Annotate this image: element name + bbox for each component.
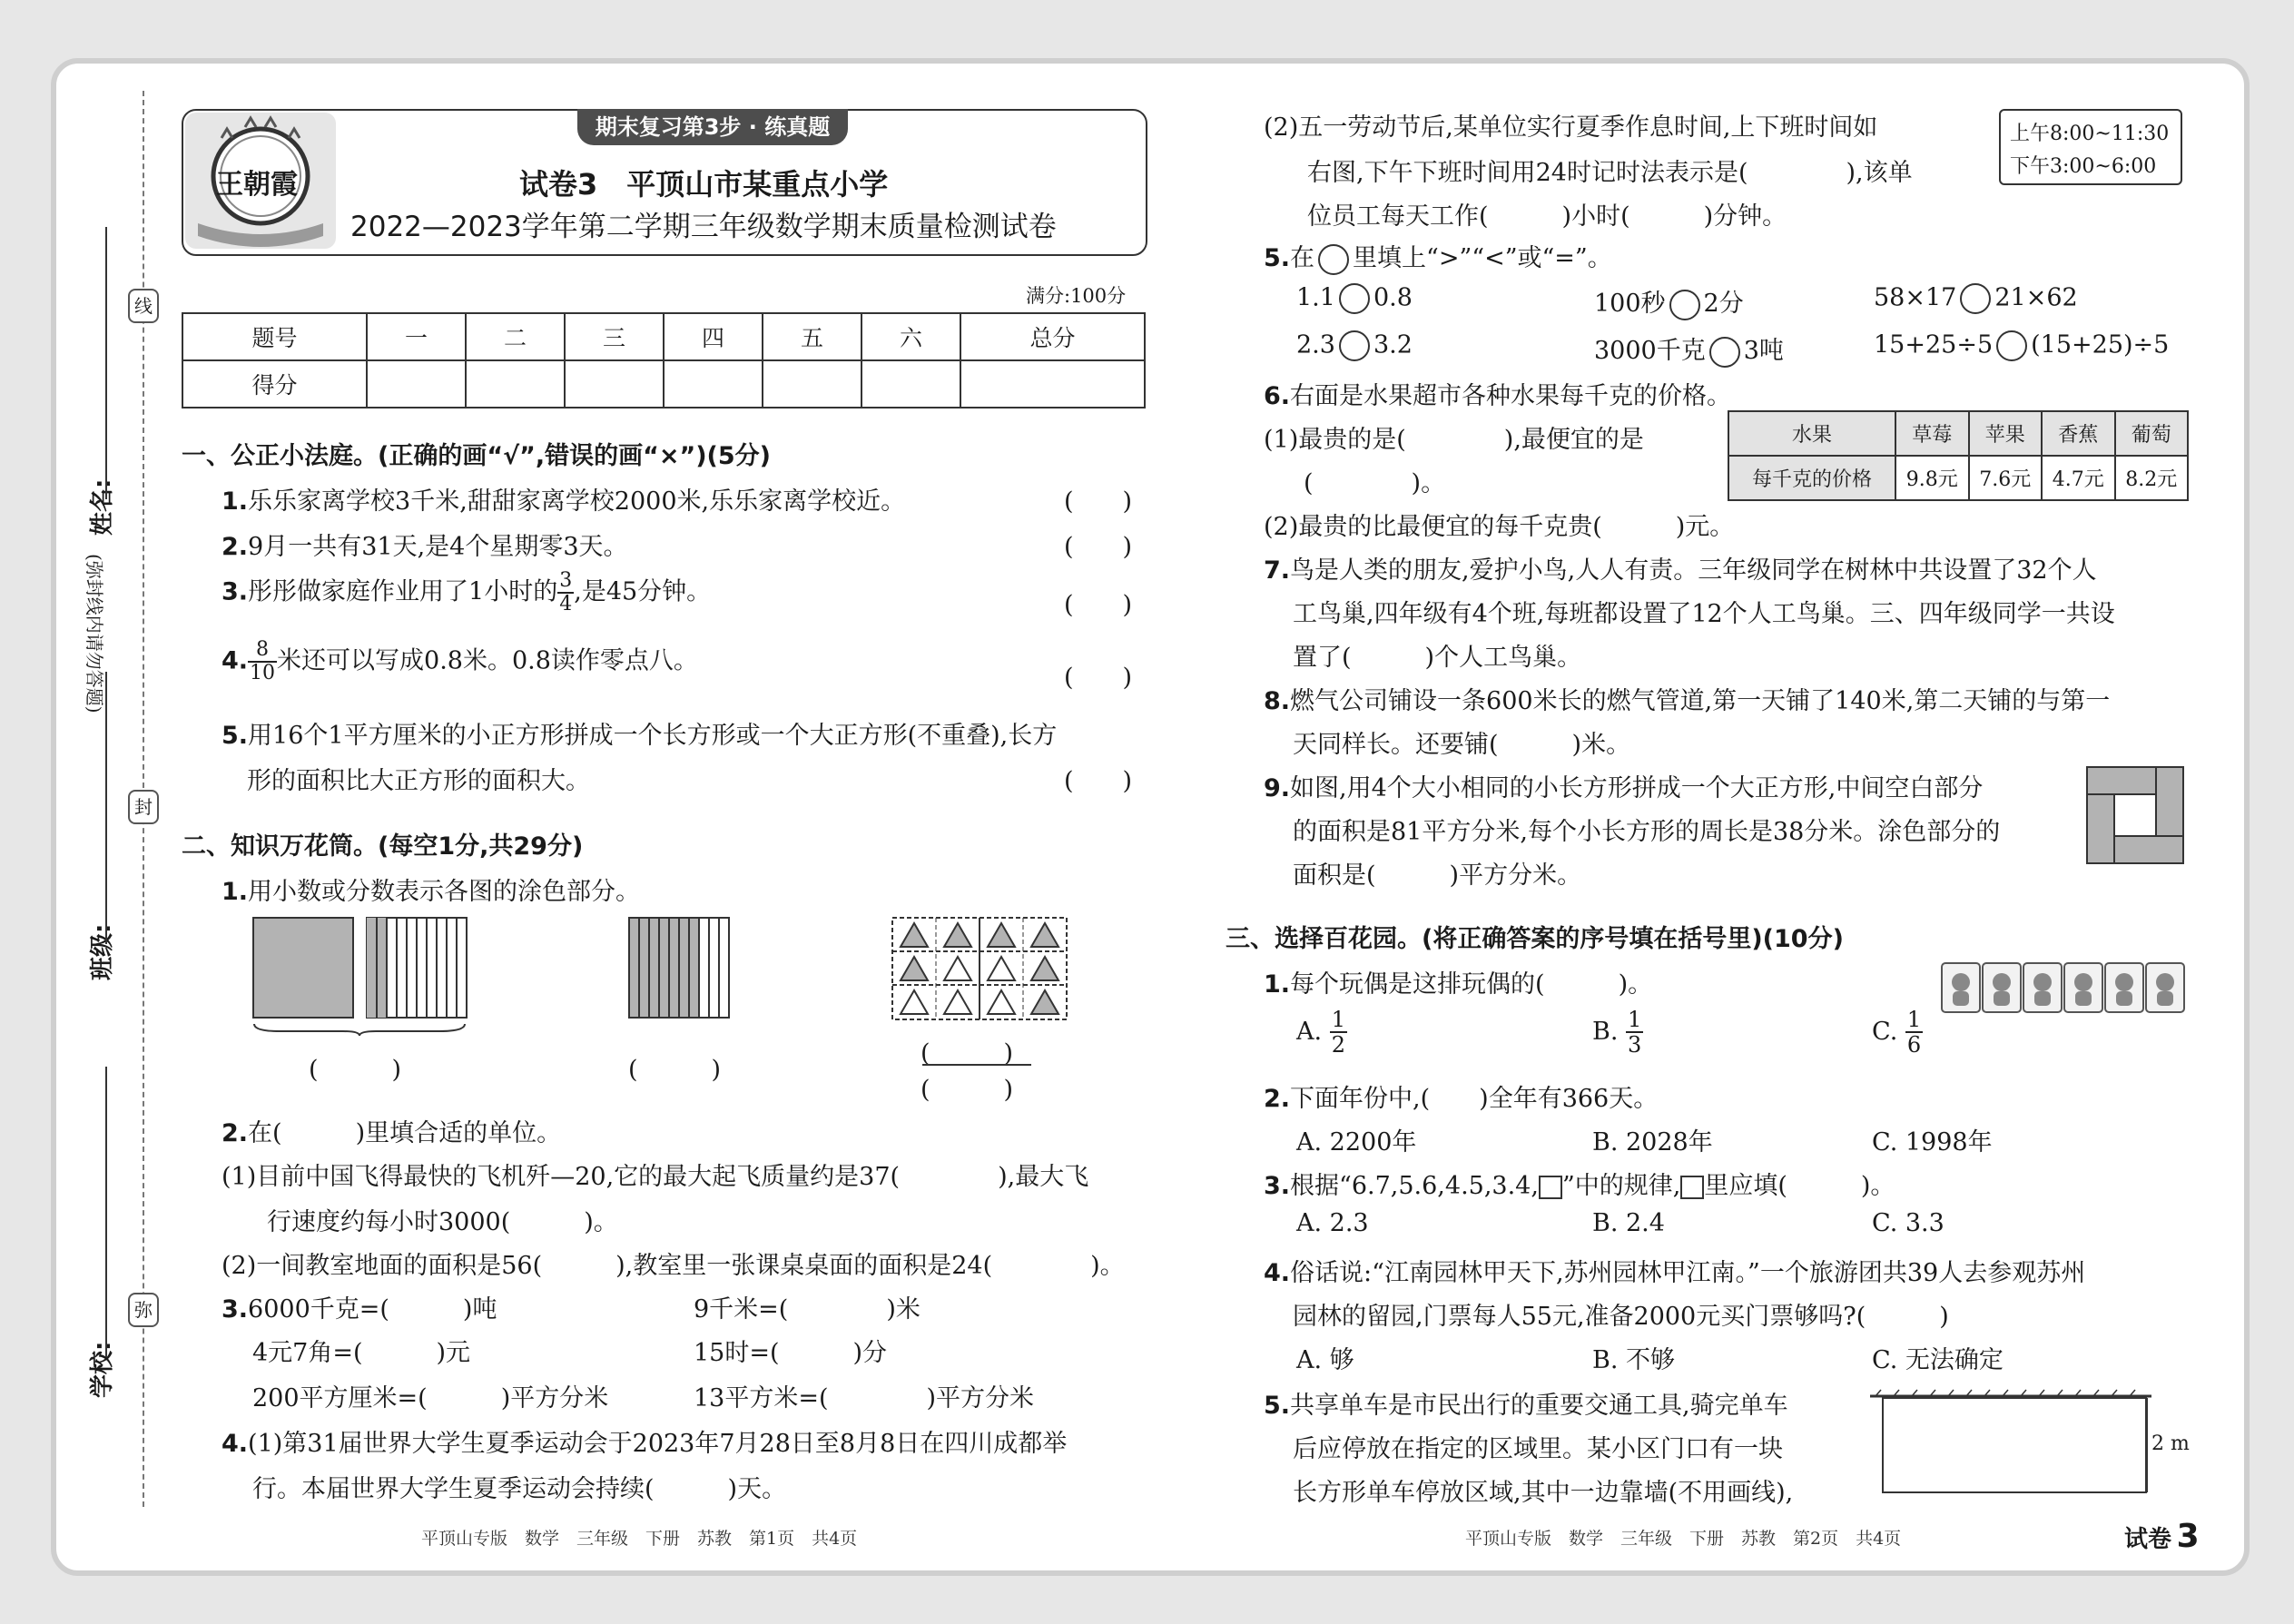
fruit-header: 草莓 xyxy=(1895,411,1969,456)
score-cell[interactable] xyxy=(664,360,763,408)
r-q5: 5.在 里填上“>”“<”或“=”。 xyxy=(1264,238,1612,275)
r-s3-q4-a: 4.俗话说:“江南园林甲天下,苏州园林甲江南。”一个旅游团共39人去参观苏州 xyxy=(1264,1259,2086,1287)
score-cell[interactable] xyxy=(565,360,664,408)
binding-mi: 弥 xyxy=(128,1293,159,1327)
compare-circle-icon xyxy=(1318,244,1349,275)
compare-item-2: 100秒 2分 xyxy=(1594,283,1744,320)
fruit-header: 香蕉 xyxy=(2042,411,2115,456)
r-s3-q3-opt-a[interactable]: A. 2.3 xyxy=(1296,1209,1369,1237)
compare-circle[interactable] xyxy=(1709,337,1740,368)
section2-title: 二、知识万花筒。(每空1分,共29分) xyxy=(182,832,584,861)
r-q4p2-b: 右图,下午下班时间用24时记时法表示是( ),该单 xyxy=(1307,159,1913,187)
compare-item-5: 3000千克 3吨 xyxy=(1594,330,1784,368)
fruit-price: 4.7元 xyxy=(2042,456,2115,500)
schedule-time-2: 下午3:00~6:00 xyxy=(2010,155,2157,178)
score-header: 三 xyxy=(565,313,664,360)
r-s3-q1-opt-b[interactable]: B. $\frac{1}{3}$ xyxy=(1592,1007,1642,1058)
step-banner: 期末复习第3步 · 练真题 xyxy=(577,109,848,145)
r-q7-c: 置了( )个人工鸟巢。 xyxy=(1293,644,1582,672)
figure2-blank[interactable]: ( ) xyxy=(628,1056,722,1084)
s1-item-4: 4. $\frac{8}{10}$ 米还可以写成0.8米。0.8读作零点八。 xyxy=(222,638,698,685)
score-header: 一 xyxy=(367,313,466,360)
pinwheel-figure xyxy=(2086,766,2190,873)
r-q4p2-a: (2)五一劳动节后,某单位实行夏季作息时间,上下班时间如 xyxy=(1264,113,1878,142)
s2-q2-p1b: 行速度约每小时3000( )。 xyxy=(267,1208,618,1236)
s1-bracket-3[interactable]: ( ) xyxy=(1064,591,1133,619)
s1-item-2: 2.9月一共有31天,是4个星期零3天。 xyxy=(222,533,628,561)
figure-triangles xyxy=(891,917,1069,1026)
s1-item-5-cont: 形的面积比大正方形的面积大。 xyxy=(247,767,590,795)
r-s3-q5-c: 长方形单车停放区域,其中一边靠墙(不用画线), xyxy=(1293,1479,1794,1507)
score-cell[interactable] xyxy=(861,360,960,408)
compare-circle[interactable] xyxy=(1339,283,1370,314)
r-s3-q1-opt-c[interactable]: C. $\frac{1}{6}$ xyxy=(1872,1007,1922,1058)
r-q6-p1b: ( )。 xyxy=(1304,469,1446,497)
s2-q2: 2.在( )里填合适的单位。 xyxy=(222,1119,562,1147)
full-score: 满分:100分 xyxy=(1026,285,1127,307)
s2-q1: 1.用小数或分数表示各图的涂色部分。 xyxy=(222,878,641,906)
dimension-line xyxy=(2146,1398,2148,1492)
score-header: 六 xyxy=(861,313,960,360)
score-header: 总分 xyxy=(960,313,1145,360)
s2-q4-b: 行。本届世界大学生夏季运动会持续( )天。 xyxy=(252,1475,787,1503)
s2-q3-c: 4元7角=( )元 xyxy=(252,1339,471,1367)
s1-item-3: 3.彤彤做家庭作业用了1小时的 $\frac{3}{4}$ ,是45分钟。 xyxy=(222,569,712,616)
r-s3-q3-opt-b[interactable]: B. 2.4 xyxy=(1592,1209,1665,1237)
fruit-price-table xyxy=(1728,410,2189,501)
score-cell[interactable] xyxy=(466,360,565,408)
r-q9-a: 9.如图,用4个大小相同的小长方形拼成一个大正方形,中间空白部分 xyxy=(1264,774,1984,802)
r-s3-q2: 2.下面年份中,( )全年有366天。 xyxy=(1264,1085,1659,1113)
r-q7-a: 7.鸟是人类的朋友,爱护小鸟,人人有责。三年级同学在树林中共设置了32个人 xyxy=(1264,556,2097,585)
r-s3-q2-opt-b[interactable]: B. 2028年 xyxy=(1592,1128,1713,1156)
compare-item-4: 2.3 3.2 xyxy=(1296,330,1413,361)
r-q6-p2: (2)最贵的比最便宜的每千克贵( )元。 xyxy=(1264,513,1735,541)
fruit-header: 苹果 xyxy=(1969,411,2043,456)
s2-q3-f: 13平方米=( )平方分米 xyxy=(694,1384,1035,1412)
s2-q3-d: 15时=( )分 xyxy=(694,1339,888,1367)
binding-notice: (弥封线内请勿答题) xyxy=(84,554,105,714)
compare-item-3: 58×17 21×62 xyxy=(1874,283,2078,314)
r-s3-q2-opt-a[interactable]: A. 2200年 xyxy=(1296,1128,1417,1156)
fruit-price: 7.6元 xyxy=(1969,456,2043,500)
score-header: 题号 xyxy=(182,313,367,360)
section1-title: 一、公正小法庭。(正确的画“√”,错误的画“×”)(5分) xyxy=(182,442,772,470)
r-s3-q4-opt-c[interactable]: C. 无法确定 xyxy=(1872,1346,2004,1374)
schedule-time-1: 上午8:00~11:30 xyxy=(2010,123,2170,145)
figure-strips xyxy=(628,917,733,1024)
score-cell[interactable] xyxy=(960,360,1145,408)
score-header: 四 xyxy=(664,313,763,360)
r-s3-q3: 3.根据“6.7,5.6,4.5,3.4, ”中的规律, 里应填( )。 xyxy=(1264,1172,1895,1200)
score-cell[interactable] xyxy=(367,360,466,408)
s2-q3-a: 3.6000千克=( )吨 xyxy=(222,1295,497,1324)
score-header: 五 xyxy=(763,313,861,360)
fruit-price: 9.8元 xyxy=(1895,456,1969,500)
s1-bracket-4[interactable]: ( ) xyxy=(1064,664,1133,692)
doll-row xyxy=(1941,962,2190,1019)
r-s3-q3-opt-c[interactable]: C. 3.3 xyxy=(1872,1209,1944,1237)
compare-circle[interactable] xyxy=(1669,290,1700,320)
s1-bracket-2[interactable]: ( ) xyxy=(1064,533,1133,561)
score-header-row xyxy=(182,313,1145,360)
r-q8-b: 天同样长。还要铺( )米。 xyxy=(1293,731,1631,759)
parking-area-figure xyxy=(1870,1389,2151,1498)
school-line[interactable] xyxy=(105,1067,107,1357)
fruit-header: 水果 xyxy=(1728,411,1895,456)
r-q4p2-c: 位员工每天工作( )小时( )分钟。 xyxy=(1307,202,1787,231)
footer-left: 平顶山专版 数学 三年级 下册 苏教 第1页 共4页 xyxy=(421,1529,858,1549)
r-s3-q4-opt-b[interactable]: B. 不够 xyxy=(1592,1346,1676,1374)
exam-title-line2: 2022—2023学年第二学期三年级数学期末质量检测试卷 xyxy=(350,211,1057,243)
school-label: 学校: xyxy=(89,1341,116,1398)
binding-feng: 封 xyxy=(128,790,159,824)
figure3-fraction-bar xyxy=(922,1064,1031,1066)
figure-squares xyxy=(252,917,516,1040)
s1-bracket-5[interactable]: ( ) xyxy=(1064,767,1133,795)
r-s3-q5-b: 后应停放在指定的区域里。某小区门口有一块 xyxy=(1293,1435,1783,1463)
s1-item-5: 5.用16个1平方厘米的小正方形拼成一个长方形或一个大正方形(不重叠),长方 xyxy=(222,722,1058,750)
r-q7-b: 工鸟巢,四年级有4个班,每班都设置了12个人工鸟巢。三、四年级同学一共设 xyxy=(1293,600,2115,628)
r-q6-p1a: (1)最贵的是( ),最便宜的是 xyxy=(1264,426,1644,454)
compare-item-6: 15+25÷5 (15+25)÷5 xyxy=(1874,330,2169,361)
s1-bracket-1[interactable]: ( ) xyxy=(1064,487,1133,516)
r-q6: 6.右面是水果超市各种水果每千克的价格。 xyxy=(1264,382,1732,410)
logo-brand: 王朝霞 xyxy=(216,169,298,201)
score-row-label: 得分 xyxy=(182,360,367,408)
footer-right: 平顶山专版 数学 三年级 下册 苏教 第2页 共4页 xyxy=(1465,1529,1902,1549)
paper-label: 试卷 3 xyxy=(2124,1518,2200,1555)
r-s3-q5-a: 5.共享单车是市民出行的重要交通工具,骑完单车 xyxy=(1264,1392,1788,1420)
binding-xian: 线 xyxy=(128,289,159,323)
r-q9-b: 的面积是81平方分米,每个小长方形的周长是38分米。涂色部分的 xyxy=(1293,818,2001,846)
r-s3-q1-opt-a[interactable]: A. $\frac{1}{2}$ xyxy=(1296,1007,1345,1058)
s2-q3-b: 9千米=( )米 xyxy=(694,1295,921,1324)
logo xyxy=(185,113,336,249)
score-table xyxy=(182,312,1146,408)
r-s3-q4-b: 园林的留园,门票每人55元,准备2000元买门票够吗?( ) xyxy=(1293,1303,1949,1331)
fraction: $\frac{8}{10}$ xyxy=(250,638,276,685)
figure1-blank[interactable]: ( ) xyxy=(309,1056,402,1084)
r-s3-q4-opt-a[interactable]: A. 够 xyxy=(1296,1346,1354,1374)
dimension-label: 2 m xyxy=(2151,1432,2190,1455)
s1-item-1: 1.乐乐家离学校3千米,甜甜家离学校2000米,乐乐家离学校近。 xyxy=(222,487,906,516)
class-label: 班级: xyxy=(89,923,116,980)
s2-q4-a: 4.(1)第31届世界大学生夏季运动会于2023年7月28日至8月8日在四川成都举 xyxy=(222,1430,1068,1458)
r-s3-q2-opt-c[interactable]: C. 1998年 xyxy=(1872,1128,1993,1156)
r-q8-a: 8.燃气公司铺设一条600米长的燃气管道,第一天铺了140米,第二天铺的与第一 xyxy=(1264,687,2111,715)
blank-square-icon xyxy=(1539,1176,1562,1199)
name-label: 姓名: xyxy=(89,478,116,536)
figure3-blank-bottom[interactable]: ( ) xyxy=(921,1076,1014,1104)
blank-square-icon xyxy=(1680,1176,1704,1199)
s2-q3-e: 200平方厘米=( )平方分米 xyxy=(252,1384,609,1412)
compare-circle[interactable] xyxy=(1960,283,1991,314)
section3-title: 三、选择百花园。(将正确答案的序号填在括号里)(10分) xyxy=(1226,925,1844,953)
fraction: $\frac{3}{4}$ xyxy=(559,569,573,616)
r-q9-c: 面积是( )平方分米。 xyxy=(1293,861,1582,890)
exam-title-line1: 试卷3 平顶山市某重点小学 xyxy=(519,167,889,202)
figure3-blank-top[interactable]: ( ) xyxy=(921,1039,1014,1068)
fruit-row-label: 每千克的价格 xyxy=(1728,456,1895,500)
compare-item-1: 1.1 0.8 xyxy=(1296,283,1413,314)
score-cell[interactable] xyxy=(763,360,861,408)
name-line[interactable] xyxy=(105,227,107,499)
s2-q2-p1a: (1)目前中国飞得最快的飞机歼—20,它的最大起飞质量约是37( ),最大飞 xyxy=(222,1163,1089,1191)
compare-circle[interactable] xyxy=(1996,330,2027,361)
score-row xyxy=(182,360,1145,408)
compare-circle[interactable] xyxy=(1339,330,1370,361)
score-header: 二 xyxy=(466,313,565,360)
s2-q2-p2: (2)一间教室地面的面积是56( ),教室里一张课桌桌面的面积是24( )。 xyxy=(222,1252,1125,1280)
fruit-header: 葡萄 xyxy=(2115,411,2189,456)
r-s3-q1: 1.每个玩偶是这排玩偶的( )。 xyxy=(1264,970,1653,999)
class-line[interactable] xyxy=(105,672,107,944)
fruit-price: 8.2元 xyxy=(2115,456,2189,500)
